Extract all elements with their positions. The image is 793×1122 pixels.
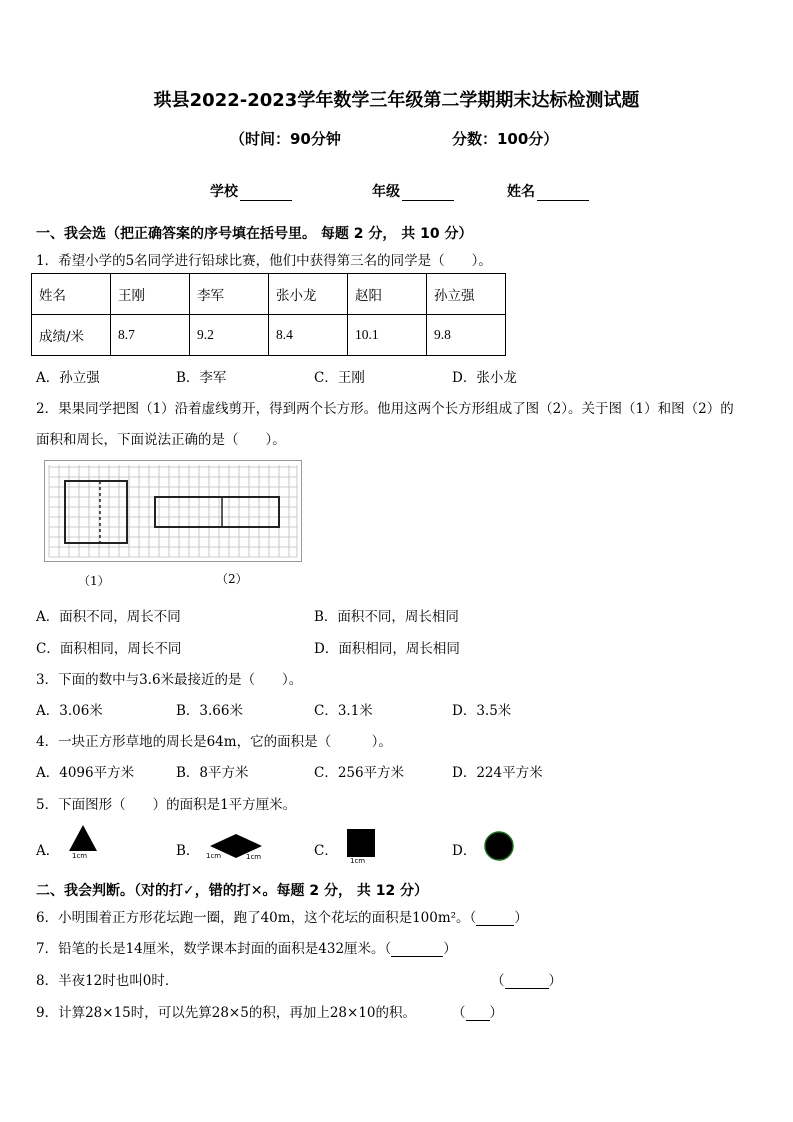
table-cell: 王刚 — [111, 274, 190, 315]
q2-text-line1: 2．果果同学把图（1）沿着虚线剪开，得到两个长方形。他用这两个长方形组成了图（2）。关于图（1）和图（2）的 — [36, 401, 734, 417]
name-blank[interactable] — [537, 186, 589, 201]
table-cell: 8.7 — [111, 315, 190, 356]
q9-open: （ — [452, 1005, 466, 1021]
q2-option-d[interactable]: D．面积相同，周长相同 — [314, 641, 460, 657]
q4-option-d[interactable]: D．224平方米 — [452, 765, 543, 781]
q6-line — [36, 906, 528, 926]
table-cell: 10.1 — [348, 315, 427, 356]
school-blank[interactable] — [240, 186, 292, 201]
q3-option-d[interactable]: D．3.5米 — [452, 703, 512, 719]
square-shape-icon — [346, 828, 376, 858]
table-cell: 赵阳 — [348, 274, 427, 315]
q5-option-b[interactable]: B． — [176, 843, 200, 859]
grade-blank[interactable] — [402, 186, 454, 201]
q4-text: 4．一块正方形草地的周长是64m，它的面积是（ ）。 — [36, 734, 392, 750]
q2-option-a[interactable]: A．面积不同，周长不同 — [36, 609, 181, 625]
time-label: （时间：90分钟 — [230, 130, 341, 148]
q7-answer-blank[interactable] — [391, 943, 443, 957]
q5-option-a[interactable]: A． — [36, 843, 60, 859]
q1-option-c[interactable]: C．王刚 — [314, 370, 365, 386]
table-cell: 成绩/米 — [32, 315, 111, 356]
q9-answer-blank[interactable] — [466, 1007, 490, 1021]
q8-paren — [491, 969, 562, 989]
q2-option-b[interactable]: B．面积不同，周长相同 — [314, 609, 459, 625]
section1-heading: 一、我会选（把正确答案的序号填在括号里。 每题 2 分， 共 10 分） — [36, 226, 473, 242]
table-cell: 9.8 — [427, 315, 506, 356]
q2-text-line2: 面积和周长，下面说法正确的是（ ）。 — [36, 432, 286, 448]
q7-line — [36, 937, 457, 957]
q9-paren — [452, 1001, 503, 1021]
q8-open: （ — [491, 973, 505, 989]
q3-text: 3．下面的数中与3.6米最接近的是（ ）。 — [36, 672, 303, 688]
q4-option-a[interactable]: A．4096平方米 — [36, 765, 135, 781]
rhombus-unit-label-right: 1cm — [246, 853, 262, 861]
q1-option-a[interactable]: A．孙立强 — [36, 370, 100, 386]
page-title: 珙县2022-2023学年数学三年级第二学期期末达标检测试题 — [153, 90, 640, 111]
section2-heading: 二、我会判断。（对的打✓，错的打✕。每题 2 分， 共 12 分） — [36, 883, 429, 899]
table-cell: 9.2 — [190, 315, 269, 356]
rhombus-unit-label-left: 1cm — [206, 852, 222, 860]
q4-option-c[interactable]: C．256平方米 — [314, 765, 405, 781]
table-row — [32, 315, 506, 356]
table-row — [32, 274, 506, 315]
q8-close: ） — [548, 973, 562, 989]
q3-option-a[interactable]: A．3.06米 — [36, 703, 103, 719]
school-label: 学校 — [210, 184, 238, 200]
q4-option-b[interactable]: B．8平方米 — [176, 765, 249, 781]
name-field — [507, 181, 589, 201]
combined-rectangle — [155, 497, 279, 527]
q6-text: 6．小明围着正方形花坛跑一圈，跑了40m，这个花坛的面积是100m²。（ — [36, 910, 477, 926]
q1-text: 1．希望小学的5名同学进行铅球比赛，他们中获得第三名的同学是（ ）。 — [36, 253, 492, 269]
triangle-unit-label: 1cm — [72, 852, 88, 860]
circle-shape-icon — [483, 830, 515, 862]
q3-option-c[interactable]: C．3.1米 — [314, 703, 373, 719]
q1-option-d[interactable]: D．张小龙 — [452, 370, 517, 386]
grade-label: 年级 — [372, 184, 400, 200]
table-cell: 孙立强 — [427, 274, 506, 315]
table-cell: 李军 — [190, 274, 269, 315]
table-cell: 张小龙 — [269, 274, 348, 315]
q5-option-c[interactable]: C． — [314, 843, 338, 859]
q7-close: ） — [443, 941, 457, 957]
fig1-label: （1） — [78, 574, 110, 588]
q6-answer-blank[interactable] — [476, 912, 514, 926]
q7-text: 7．铅笔的长是14厘米，数学课本封面的面积是432厘米。（ — [36, 941, 392, 957]
score-table — [31, 273, 506, 356]
q5-text: 5．下面图形（ ）的面积是1平方厘米。 — [36, 797, 297, 813]
score-label: 分数：100分） — [452, 130, 559, 148]
q9-text: 9．计算28×15时，可以先算28×5的积，再加上28×10的积。 — [36, 1005, 417, 1021]
q3-option-b[interactable]: B．3.66米 — [176, 703, 243, 719]
square-shape — [65, 481, 127, 543]
name-label: 姓名 — [507, 184, 535, 200]
q8-answer-blank[interactable] — [505, 975, 549, 989]
table-cell: 姓名 — [32, 274, 111, 315]
grade-field — [372, 181, 454, 201]
fig2-label: （2） — [216, 572, 248, 586]
q9-close: ） — [489, 1005, 503, 1021]
table-cell: 8.4 — [269, 315, 348, 356]
q6-close: ） — [514, 910, 528, 926]
school-field — [210, 181, 292, 201]
q8-text: 8．半夜12时也叫0时． — [36, 973, 179, 989]
q5-option-d[interactable]: D． — [452, 843, 477, 859]
q2-option-c[interactable]: C．面积相同，周长不同 — [36, 641, 182, 657]
q2-figure — [44, 460, 302, 562]
square-unit-label: 1cm — [350, 857, 366, 865]
q1-option-b[interactable]: B．李军 — [176, 370, 227, 386]
